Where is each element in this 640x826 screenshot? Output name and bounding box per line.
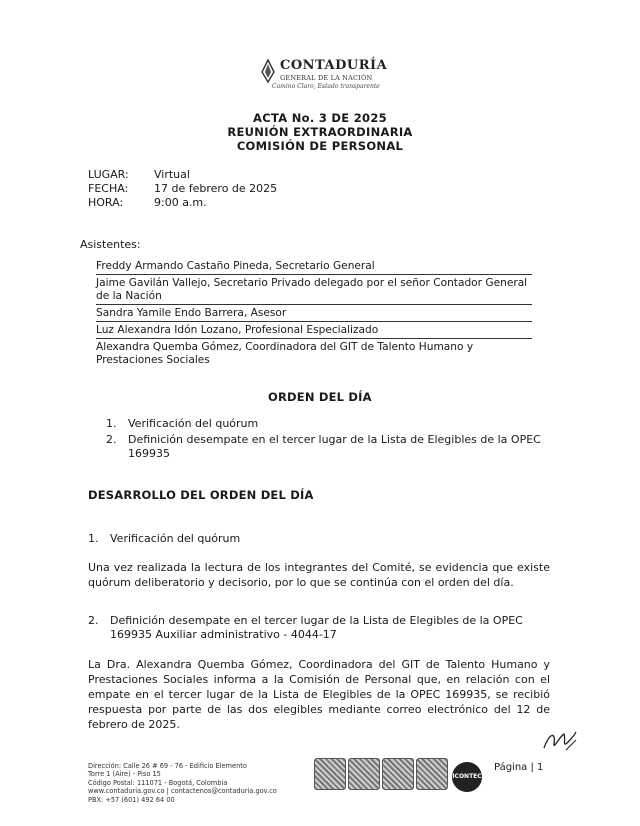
agenda-item-number: 2. [106,433,117,446]
attendee-item: Alexandra Quemba Gómez, Coordinadora del GIT de Talento Humano y Prestaciones Sociales [96,341,474,366]
meta-place-value: Virtual [154,168,190,181]
development-item-number: 2. [88,614,99,627]
agenda-item [106,433,556,461]
page-number: Página | 1 [494,762,544,773]
development-item-number: 1. [88,532,99,545]
meta-date-label: FECHA: [88,182,129,195]
icontec-logo: ICONTEC [452,762,482,792]
logo-title: CONTADURÍA [280,58,388,73]
footer-web-link[interactable]: www.contaduria.gov.co | contactenos@contaduria.gov.co [88,787,277,796]
institution-logo [258,56,408,96]
development-item-text: Verificación del quórum [110,532,241,545]
attendee-item: Sandra Yamile Endo Barrera, Asesor [96,307,532,322]
development-item-2 [88,614,554,642]
agenda-item-text: Verificación del quórum [128,417,259,430]
development-title: DESARROLLO DEL ORDEN DEL DÍA [88,488,314,502]
attendee-item: Luz Alexandra Idón Lozano, Profesional Especializado [96,324,532,339]
logo-tagline: Camino Claro, Estado transparente [272,83,380,90]
act-number-title: ACTA No. 3 DE 2025 [253,111,387,125]
logo-emblem-icon [258,58,278,84]
agenda-item [106,417,556,431]
agenda-title: ORDEN DEL DÍA [268,390,372,404]
meta-place-label: LUGAR: [88,168,129,181]
footer-address: Dirección: Calle 26 # 69 - 76 - Edificio Elemento [88,762,247,770]
meta-date-value: 17 de febrero de 2025 [154,182,278,195]
meta-time-label: HORA: [88,196,124,209]
footer-postal: Código Postal: 111071 - Bogotá, Colombia [88,778,228,787]
attendee-item: Jaime Gavilán Vallejo, Secretario Privado delegado por el señor Contador General de la Nación [96,277,532,305]
tie-break-paragraph: La Dra. Alexandra Quemba Gómez, Coordinadora del GIT de Talento Humano y Prestaciones Sociales informa a la Comisión de Personal que, en relación con el empate en el tercer lugar de la Lista de Elegibles de la OPEC 169935, se recibió respuesta por parte de las dos elegibles mediante correo electrónico del 12 de febrero de 2025. [88,658,550,731]
certification-badge-icon [348,758,380,790]
footer-phone: PBX: +57 (601) 492 64 00 [88,795,175,804]
quorum-paragraph: Una vez realizada la lectura de los integrantes del Comité, se evidencia que existe quórum deliberatorio y decisorio, por lo que se continúa con el orden del día. [88,561,550,589]
certification-badge-icon [382,758,414,790]
development-item-text: Definición desempate en el tercer lugar de la Lista de Elegibles de la OPEC 169935 Auxiliar administrativo - 4044-17 [110,614,523,641]
meta-time-value: 9:00 a.m. [154,196,207,209]
committee-title: COMISIÓN DE PERSONAL [236,139,404,153]
agenda-item-number: 1. [106,417,117,430]
meeting-type-title: REUNIÓN EXTRAORDINARIA [227,125,413,139]
certification-badge-icon [416,758,448,790]
footer-tower: Torre 1 (Aire) - Piso 15 [88,770,161,779]
attendees-label: Asistentes: [80,238,141,251]
logo-subtitle: GENERAL DE LA NACIÓN [280,74,373,82]
certification-badge-icon [314,758,346,790]
initials-signature [540,726,580,756]
attendee-item: Freddy Armando Castaño Pineda, Secretario General [96,260,532,275]
attendees-list [96,260,532,370]
agenda-item-text: Definición desempate en el tercer lugar de la Lista de Elegibles de la OPEC 169935 [128,433,541,460]
footer-contact [88,762,277,804]
development-item-1 [88,532,548,546]
agenda-list [106,417,556,461]
